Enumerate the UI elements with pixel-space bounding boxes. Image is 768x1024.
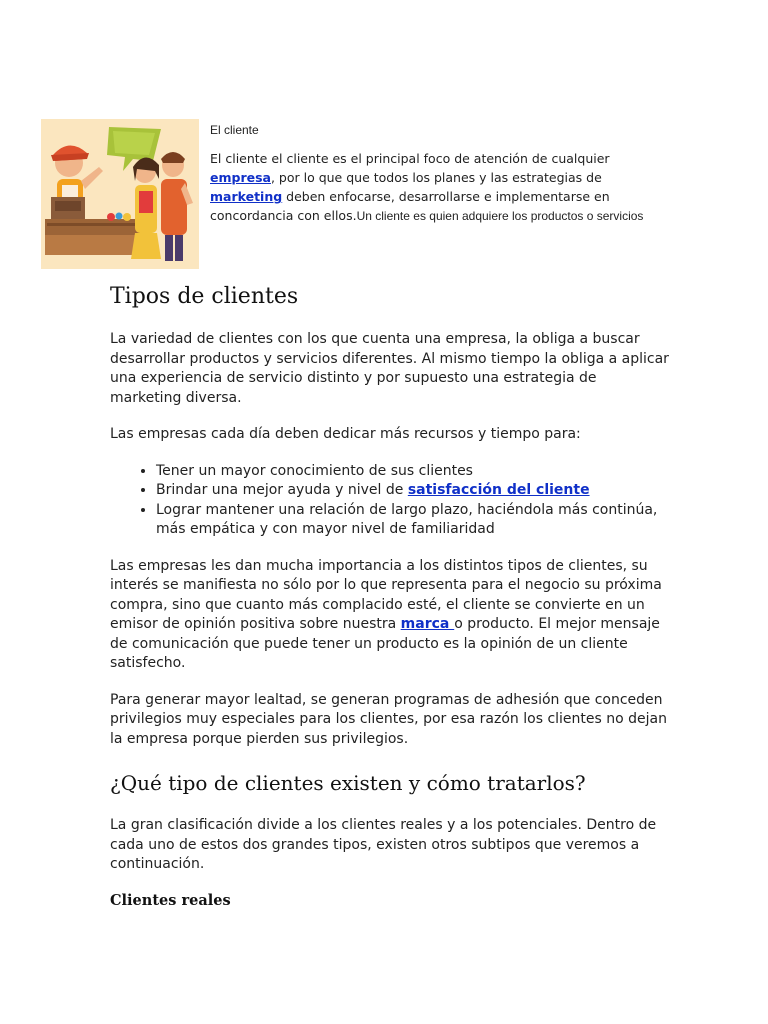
intro-text-3: deben enfocarse, desarrollarse e implementarse en concordancia con ellos.	[210, 189, 610, 223]
intro-title: El cliente	[210, 123, 259, 137]
heading-tipos-de-clientes: Tipos de clientes	[110, 284, 299, 309]
marca-link[interactable]: marca	[400, 616, 455, 632]
customer-service-illustration	[41, 119, 199, 269]
subheading-clientes-reales: Clientes reales	[110, 891, 231, 909]
list-item: • Lograr mantener una relación de largo plazo, haciéndola más continúa, más empática y con mayor nivel de familiaridad	[156, 501, 670, 540]
paragraph-lealtad: Para generar mayor lealtad, se generan programas de adhesión que conceden privilegios muy especiales para los clientes, por esa razón los clientes no dejan la empresa porque pierden sus privilegios.	[110, 691, 667, 747]
paragraph-importancia	[110, 557, 670, 674]
intro-text-4: Un cliente es quien adquiere los productos o servicios	[356, 209, 644, 223]
paragraph-empresas-dedicar: Las empresas cada día deben dedicar más recursos y tiempo para:	[110, 426, 581, 442]
paragraph-variedad: La variedad de clientes con los que cuenta una empresa, la obliga a buscar desarrollar productos y servicios diferentes. Al mismo tiempo la obliga a aplicar una experiencia de servicio distinto y por supuesto una estrategia de marketing diversa.	[110, 331, 669, 406]
main-content	[110, 282, 670, 911]
paragraph-importancia-b: o producto. El mejor mensaje de comunicación que puede tener un producto es la opinión de un cliente satisfecho.	[110, 616, 660, 671]
empresa-link[interactable]: empresa	[210, 170, 271, 185]
satisfaccion-del-cliente-link[interactable]: satisfacción del cliente	[407, 482, 590, 498]
list-item	[156, 481, 670, 501]
bullet-list	[110, 462, 670, 540]
list-item-text: Brindar una mejor ayuda y nivel de	[156, 482, 408, 498]
paragraph-importancia-a: Las empresas les dan mucha importancia a los distintos tipos de clientes, su interés se manifiesta no sólo por lo que representa para el negocio su próxima compra, sino que cuanto más complacido esté, el cliente se convierte en un emisor de opinión positiva sobre nuestra	[110, 557, 662, 632]
paragraph-clasificacion: La gran clasificación divide a los clientes reales y a los potenciales. Dentro de cada uno de estos dos grandes tipos, existen otros subtipos que veremos a continuación.	[110, 817, 657, 872]
intro-text-2: , por lo que que todos los planes y las estrategias de	[270, 170, 602, 185]
heading-que-tipo-de-clientes: ¿Qué tipo de clientes existen y cómo tratarlos?	[110, 771, 586, 795]
intro-lead: El cliente	[210, 151, 268, 166]
intro-paragraph	[210, 149, 650, 225]
list-item: • Tener un mayor conocimiento de sus clientes	[156, 462, 670, 482]
intro-block	[210, 121, 650, 225]
marketing-link[interactable]: marketing	[210, 189, 283, 204]
intro-text-1: el cliente es el principal foco de atención de cualquier	[267, 151, 610, 166]
